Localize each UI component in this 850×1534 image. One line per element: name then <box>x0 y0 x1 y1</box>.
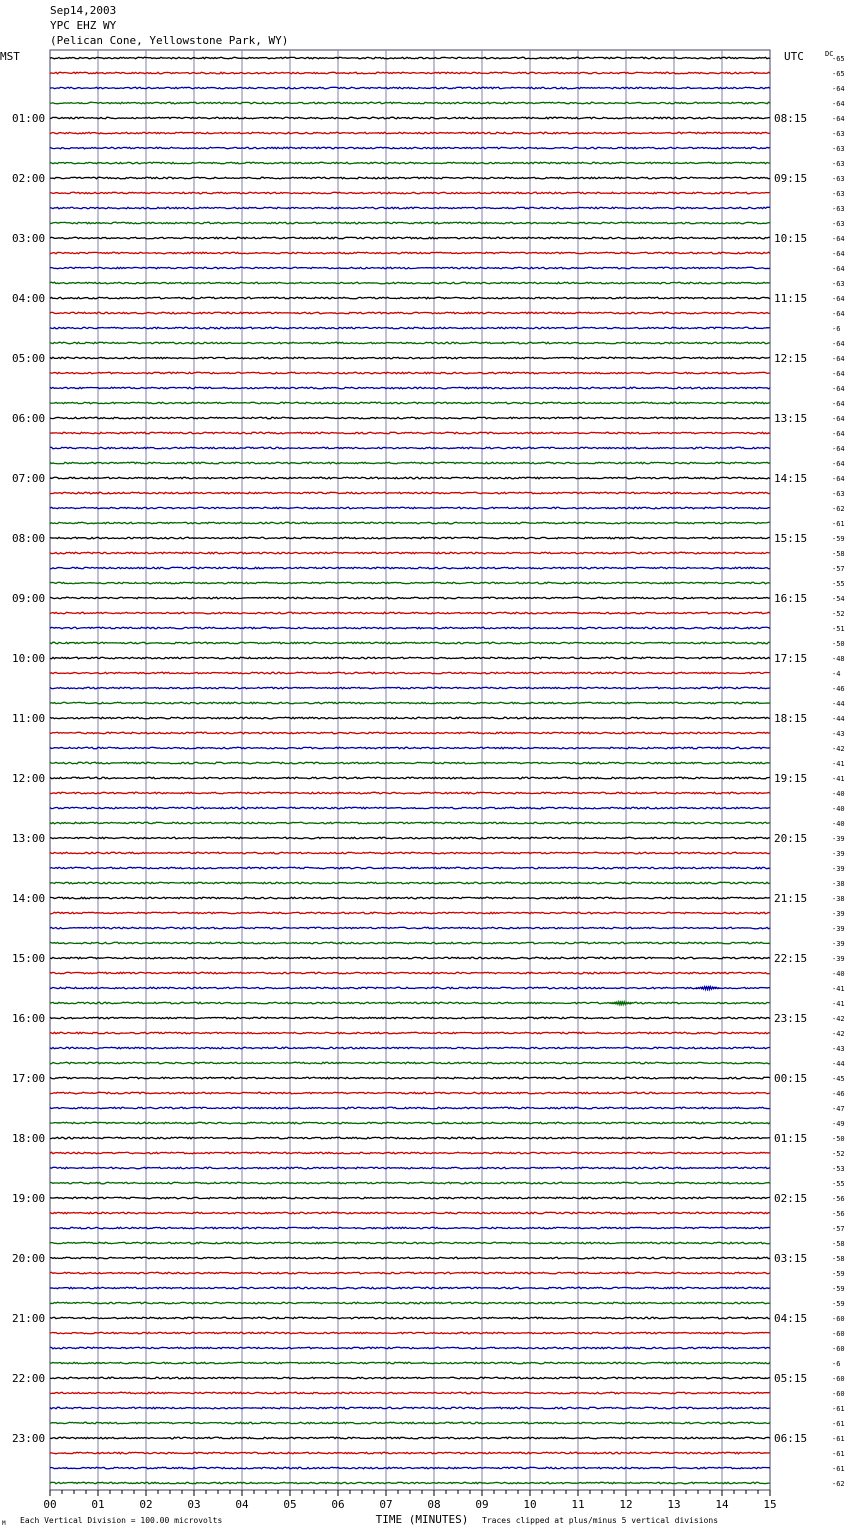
dc-offset-label: -39 <box>832 835 845 843</box>
dc-offset-label: -6 <box>832 325 841 333</box>
right-hour-label: 18:15 <box>774 712 808 725</box>
right-hour-label: 08:15 <box>774 112 808 125</box>
dc-offset-label: -54 <box>832 595 845 603</box>
dc-offset-label: -52 <box>832 610 845 618</box>
left-hour-label: 22:00 <box>12 1372 46 1385</box>
right-hour-label: 14:15 <box>774 472 808 485</box>
dc-offset-label: -59 <box>832 1270 845 1278</box>
right-hour-label: 15:15 <box>774 532 808 545</box>
seismic-trace <box>50 1032 770 1034</box>
dc-offset-label: -64 <box>832 400 845 408</box>
right-hour-label: 11:15 <box>774 292 808 305</box>
seismic-trace <box>50 717 770 719</box>
x-tick-label: 15 <box>763 1498 777 1511</box>
seismic-trace <box>50 117 770 119</box>
left-hour-label: 09:00 <box>12 592 46 605</box>
right-hour-label: 04:15 <box>774 1312 808 1325</box>
seismic-trace <box>50 912 770 914</box>
seismic-trace <box>50 1257 770 1259</box>
dc-offset-label: -38 <box>832 895 845 903</box>
seismic-trace <box>50 522 770 524</box>
left-hour-label: 02:00 <box>12 172 46 185</box>
left-hour-label: 14:00 <box>12 892 46 905</box>
dc-offset-label: -61 <box>832 1465 845 1473</box>
x-tick-label: 10 <box>523 1498 537 1511</box>
seismic-trace <box>50 492 770 494</box>
seismic-trace <box>50 162 770 164</box>
dc-offset-label: -55 <box>832 580 845 588</box>
header-station: YPC EHZ WY <box>50 19 117 32</box>
seismic-trace <box>50 1182 770 1184</box>
right-hour-label: 12:15 <box>774 352 808 365</box>
right-hour-label: 16:15 <box>774 592 808 605</box>
seismic-trace <box>50 867 770 869</box>
seismic-trace <box>50 702 770 704</box>
dc-offset-label: -48 <box>832 655 845 663</box>
dc-offset-label: -62 <box>832 505 845 513</box>
dc-offset-label: -62 <box>832 1480 845 1488</box>
seismic-trace <box>50 252 770 254</box>
right-hour-label: 13:15 <box>774 412 808 425</box>
dc-offset-label: -39 <box>832 955 845 963</box>
dc-offset-label: -61 <box>832 1450 845 1458</box>
seismic-trace <box>50 1332 770 1334</box>
dc-offset-label: -6 <box>832 1360 841 1368</box>
dc-offset-label: -64 <box>832 235 845 243</box>
dc-offset-label: -64 <box>832 385 845 393</box>
left-hour-label: 15:00 <box>12 952 46 965</box>
right-hour-label: 21:15 <box>774 892 808 905</box>
dc-offset-label: -63 <box>832 220 845 228</box>
dc-offset-label: -42 <box>832 1030 845 1038</box>
dc-offset-label: -39 <box>832 850 845 858</box>
seismic-trace <box>50 297 770 299</box>
dc-offset-label: -64 <box>832 85 845 93</box>
right-hour-label: 22:15 <box>774 952 808 965</box>
dc-offset-label: -63 <box>832 205 845 213</box>
dc-offset-label: -40 <box>832 790 845 798</box>
dc-offset-label: -41 <box>832 1000 845 1008</box>
left-hour-label: 18:00 <box>12 1132 46 1145</box>
seismic-trace <box>50 1482 770 1484</box>
dc-offset-label: -39 <box>832 910 845 918</box>
dc-offset-label: -60 <box>832 1375 845 1383</box>
dc-offset-label: -38 <box>832 880 845 888</box>
seismic-trace <box>50 762 770 764</box>
right-hour-label: 17:15 <box>774 652 808 665</box>
right-hour-label: 20:15 <box>774 832 808 845</box>
seismic-trace <box>50 1152 770 1154</box>
seismic-trace <box>50 552 770 554</box>
seismic-trace <box>50 792 770 794</box>
dc-offset-label: -46 <box>832 1090 845 1098</box>
x-tick-label: 07 <box>379 1498 393 1511</box>
dc-offset-label: -61 <box>832 1435 845 1443</box>
dc-offset-label: -60 <box>832 1315 845 1323</box>
left-hour-label: 06:00 <box>12 412 46 425</box>
dc-offset-label: -63 <box>832 145 845 153</box>
dc-offset-label: -49 <box>832 1120 845 1128</box>
seismic-trace <box>50 477 770 479</box>
seismic-trace <box>50 1287 770 1289</box>
dc-offset-label: -63 <box>832 280 845 288</box>
dc-offset-label: -45 <box>832 1075 845 1083</box>
seismic-trace <box>50 1302 770 1304</box>
seismic-trace <box>50 1272 770 1274</box>
seismic-trace <box>50 402 770 404</box>
dc-offset-label: -65 <box>832 55 845 63</box>
x-tick-label: 01 <box>91 1498 105 1511</box>
seismic-trace <box>50 147 770 149</box>
right-hour-label: 09:15 <box>774 172 808 185</box>
seismic-trace <box>50 627 770 629</box>
dc-offset-label: -64 <box>832 415 845 423</box>
x-tick-label: 08 <box>427 1498 441 1511</box>
dc-offset-label: -39 <box>832 865 845 873</box>
dc-offset-label: -44 <box>832 715 845 723</box>
seismic-trace <box>50 1092 770 1094</box>
seismic-trace <box>50 672 770 674</box>
seismic-trace <box>50 207 770 209</box>
seismic-trace <box>50 132 770 134</box>
left-hour-label: 12:00 <box>12 772 46 785</box>
seismic-trace <box>50 1347 770 1349</box>
dc-offset-label: -64 <box>832 250 845 258</box>
dc-offset-label: -65 <box>832 70 845 78</box>
dc-offset-label: -4 <box>832 670 841 678</box>
seismic-trace <box>50 192 770 194</box>
dc-offset-label: -64 <box>832 340 845 348</box>
dc-offset-label: -40 <box>832 970 845 978</box>
seismic-trace <box>50 1407 770 1409</box>
seismic-trace <box>50 327 770 329</box>
left-hour-label: 21:00 <box>12 1312 46 1325</box>
seismic-trace <box>50 267 770 269</box>
right-hour-label: 23:15 <box>774 1012 808 1025</box>
dc-offset-label: -64 <box>832 115 845 123</box>
x-tick-label: 04 <box>235 1498 249 1511</box>
right-hour-label: 00:15 <box>774 1072 808 1085</box>
right-hour-label: 02:15 <box>774 1192 808 1205</box>
seismic-trace <box>50 1212 770 1214</box>
x-tick-label: 02 <box>139 1498 153 1511</box>
right-hour-label: 10:15 <box>774 232 808 245</box>
dc-offset-label: -59 <box>832 1300 845 1308</box>
header-location: (Pelican Cone, Yellowstone Park, WY) <box>50 34 289 47</box>
seismic-trace <box>50 987 770 989</box>
seismic-trace <box>50 1242 770 1244</box>
x-tick-label: 00 <box>43 1498 57 1511</box>
dc-offset-label: -43 <box>832 1045 845 1053</box>
left-hour-label: 04:00 <box>12 292 46 305</box>
left-timezone-label: MST <box>0 50 20 63</box>
dc-offset-label: -40 <box>832 805 845 813</box>
seismic-trace <box>50 777 770 779</box>
right-timezone-label: UTC <box>784 50 804 63</box>
seismic-event <box>696 986 720 991</box>
dc-offset-label: -57 <box>832 565 845 573</box>
seismic-trace <box>50 807 770 809</box>
dc-offset-label: -41 <box>832 775 845 783</box>
dc-offset-label: -63 <box>832 190 845 198</box>
seismic-trace <box>50 747 770 749</box>
dc-offset-label: -47 <box>832 1105 845 1113</box>
seismic-trace <box>50 1227 770 1229</box>
dc-offset-label: -63 <box>832 160 845 168</box>
seismic-trace <box>50 882 770 884</box>
seismic-trace <box>50 1197 770 1199</box>
dc-offset-label: -42 <box>832 1015 845 1023</box>
seismic-trace <box>50 87 770 89</box>
seismic-trace <box>50 972 770 974</box>
seismic-trace <box>50 957 770 959</box>
x-tick-label: 03 <box>187 1498 201 1511</box>
plot-frame <box>50 50 770 1490</box>
seismic-trace <box>50 537 770 539</box>
seismic-trace <box>50 282 770 284</box>
seismic-trace <box>50 1002 770 1004</box>
seismic-trace <box>50 1422 770 1424</box>
dc-offset-label: -39 <box>832 940 845 948</box>
dc-offset-label: -44 <box>832 700 845 708</box>
left-hour-label: 07:00 <box>12 472 46 485</box>
dc-offset-label: -50 <box>832 1135 845 1143</box>
scale-note: Each Vertical Division = 100.00 microvolts <box>20 1516 223 1525</box>
dc-offset-label: -64 <box>832 295 845 303</box>
dc-offset-label: -64 <box>832 445 845 453</box>
dc-offset-label: -63 <box>832 130 845 138</box>
left-hour-label: 19:00 <box>12 1192 46 1205</box>
left-hour-label: 13:00 <box>12 832 46 845</box>
dc-offset-label: -44 <box>832 1060 845 1068</box>
x-tick-label: 11 <box>571 1498 585 1511</box>
seismic-trace <box>50 1392 770 1394</box>
dc-offset-label: -46 <box>832 685 845 693</box>
seismic-trace <box>50 1107 770 1109</box>
dc-offset-label: -63 <box>832 175 845 183</box>
seismic-trace <box>50 102 770 104</box>
header-date: Sep14,2003 <box>50 4 117 17</box>
dc-offset-label: -59 <box>832 1285 845 1293</box>
seismic-trace <box>50 1377 770 1379</box>
seismic-trace <box>50 1062 770 1064</box>
left-hour-label: 16:00 <box>12 1012 46 1025</box>
dc-offset-label: -64 <box>832 310 845 318</box>
clip-note: Traces clipped at plus/minus 5 vertical divisions <box>482 1516 719 1525</box>
left-hour-label: 23:00 <box>12 1432 46 1445</box>
seismic-trace <box>50 1362 770 1364</box>
right-hour-label: 06:15 <box>774 1432 808 1445</box>
left-hour-label: 17:00 <box>12 1072 46 1085</box>
seismic-trace <box>50 462 770 464</box>
seismic-trace <box>50 1077 770 1079</box>
seismic-trace <box>50 237 770 239</box>
right-hour-label: 05:15 <box>774 1372 808 1385</box>
seismic-trace <box>50 642 770 644</box>
seismic-trace <box>50 1317 770 1319</box>
seismic-trace <box>50 507 770 509</box>
dc-offset-label: -61 <box>832 520 845 528</box>
seismic-trace <box>50 687 770 689</box>
dc-offset-label: -58 <box>832 1240 845 1248</box>
dc-offset-label: -53 <box>832 1165 845 1173</box>
seismic-trace <box>50 822 770 824</box>
left-hour-label: 08:00 <box>12 532 46 545</box>
seismic-trace <box>50 1047 770 1049</box>
dc-offset-label: -51 <box>832 625 845 633</box>
seismic-trace <box>50 852 770 854</box>
x-tick-label: 06 <box>331 1498 345 1511</box>
left-hour-label: 20:00 <box>12 1252 46 1265</box>
seismic-trace <box>50 222 770 224</box>
x-tick-label: 13 <box>667 1498 681 1511</box>
seismic-trace <box>50 447 770 449</box>
dc-offset-label: -64 <box>832 460 845 468</box>
seismic-trace <box>50 1122 770 1124</box>
seismic-trace <box>50 372 770 374</box>
seismic-trace <box>50 387 770 389</box>
seismic-trace <box>50 1137 770 1139</box>
left-hour-label: 10:00 <box>12 652 46 665</box>
seismic-trace <box>50 1017 770 1019</box>
seismic-trace <box>50 57 770 59</box>
seismic-trace <box>50 612 770 614</box>
left-hour-label: 05:00 <box>12 352 46 365</box>
x-tick-label: 12 <box>619 1498 633 1511</box>
dc-offset-label: -40 <box>832 820 845 828</box>
right-hour-label: 01:15 <box>774 1132 808 1145</box>
seismic-trace <box>50 1452 770 1454</box>
dc-offset-label: -60 <box>832 1345 845 1353</box>
seismic-trace <box>50 1167 770 1169</box>
dc-offset-label: -64 <box>832 370 845 378</box>
x-tick-label: 14 <box>715 1498 729 1511</box>
dc-offset-label: -64 <box>832 265 845 273</box>
x-tick-label: 09 <box>475 1498 489 1511</box>
dc-offset-label: -42 <box>832 745 845 753</box>
seismic-trace <box>50 312 770 314</box>
left-hour-label: 01:00 <box>12 112 46 125</box>
seismic-event <box>609 1001 633 1006</box>
x-tick-label: 05 <box>283 1498 297 1511</box>
dc-offset-label: -55 <box>832 1180 845 1188</box>
dc-offset-label: -50 <box>832 640 845 648</box>
dc-offset-label: -41 <box>832 985 845 993</box>
dc-offset-label: -64 <box>832 355 845 363</box>
x-axis-label: TIME (MINUTES) <box>375 1513 469 1526</box>
seismic-trace <box>50 582 770 584</box>
seismic-trace <box>50 342 770 344</box>
right-hour-label: 19:15 <box>774 772 808 785</box>
seismic-trace <box>50 942 770 944</box>
left-hour-label: 03:00 <box>12 232 46 245</box>
dc-header: DC <box>825 50 834 58</box>
dc-offset-label: -41 <box>832 760 845 768</box>
dc-offset-label: -58 <box>832 550 845 558</box>
dc-offset-label: -63 <box>832 490 845 498</box>
seismic-trace <box>50 432 770 434</box>
dc-offset-label: -64 <box>832 430 845 438</box>
dc-offset-label: -64 <box>832 100 845 108</box>
seismic-trace <box>50 357 770 359</box>
seismic-trace <box>50 897 770 899</box>
seismic-trace <box>50 657 770 659</box>
seismic-trace <box>50 567 770 569</box>
dc-offset-label: -59 <box>832 535 845 543</box>
dc-offset-label: -56 <box>832 1195 845 1203</box>
dc-offset-label: -43 <box>832 730 845 738</box>
seismic-trace <box>50 417 770 419</box>
dc-offset-label: -52 <box>832 1150 845 1158</box>
seismic-trace <box>50 597 770 599</box>
dc-offset-label: -39 <box>832 925 845 933</box>
dc-offset-label: -58 <box>832 1255 845 1263</box>
dc-offset-label: -56 <box>832 1210 845 1218</box>
seismic-trace <box>50 1467 770 1469</box>
seismic-trace <box>50 72 770 74</box>
right-hour-label: 03:15 <box>774 1252 808 1265</box>
dc-offset-label: -60 <box>832 1390 845 1398</box>
seismic-trace <box>50 837 770 839</box>
footer-corner-mark: M <box>2 1520 6 1527</box>
dc-offset-label: -60 <box>832 1330 845 1338</box>
seismic-trace <box>50 1437 770 1439</box>
seismic-trace <box>50 177 770 179</box>
dc-offset-label: -61 <box>832 1420 845 1428</box>
dc-offset-label: -57 <box>832 1225 845 1233</box>
dc-offset-label: -64 <box>832 475 845 483</box>
seismic-trace <box>50 732 770 734</box>
seismic-trace <box>50 927 770 929</box>
left-hour-label: 11:00 <box>12 712 46 725</box>
dc-offset-label: -61 <box>832 1405 845 1413</box>
